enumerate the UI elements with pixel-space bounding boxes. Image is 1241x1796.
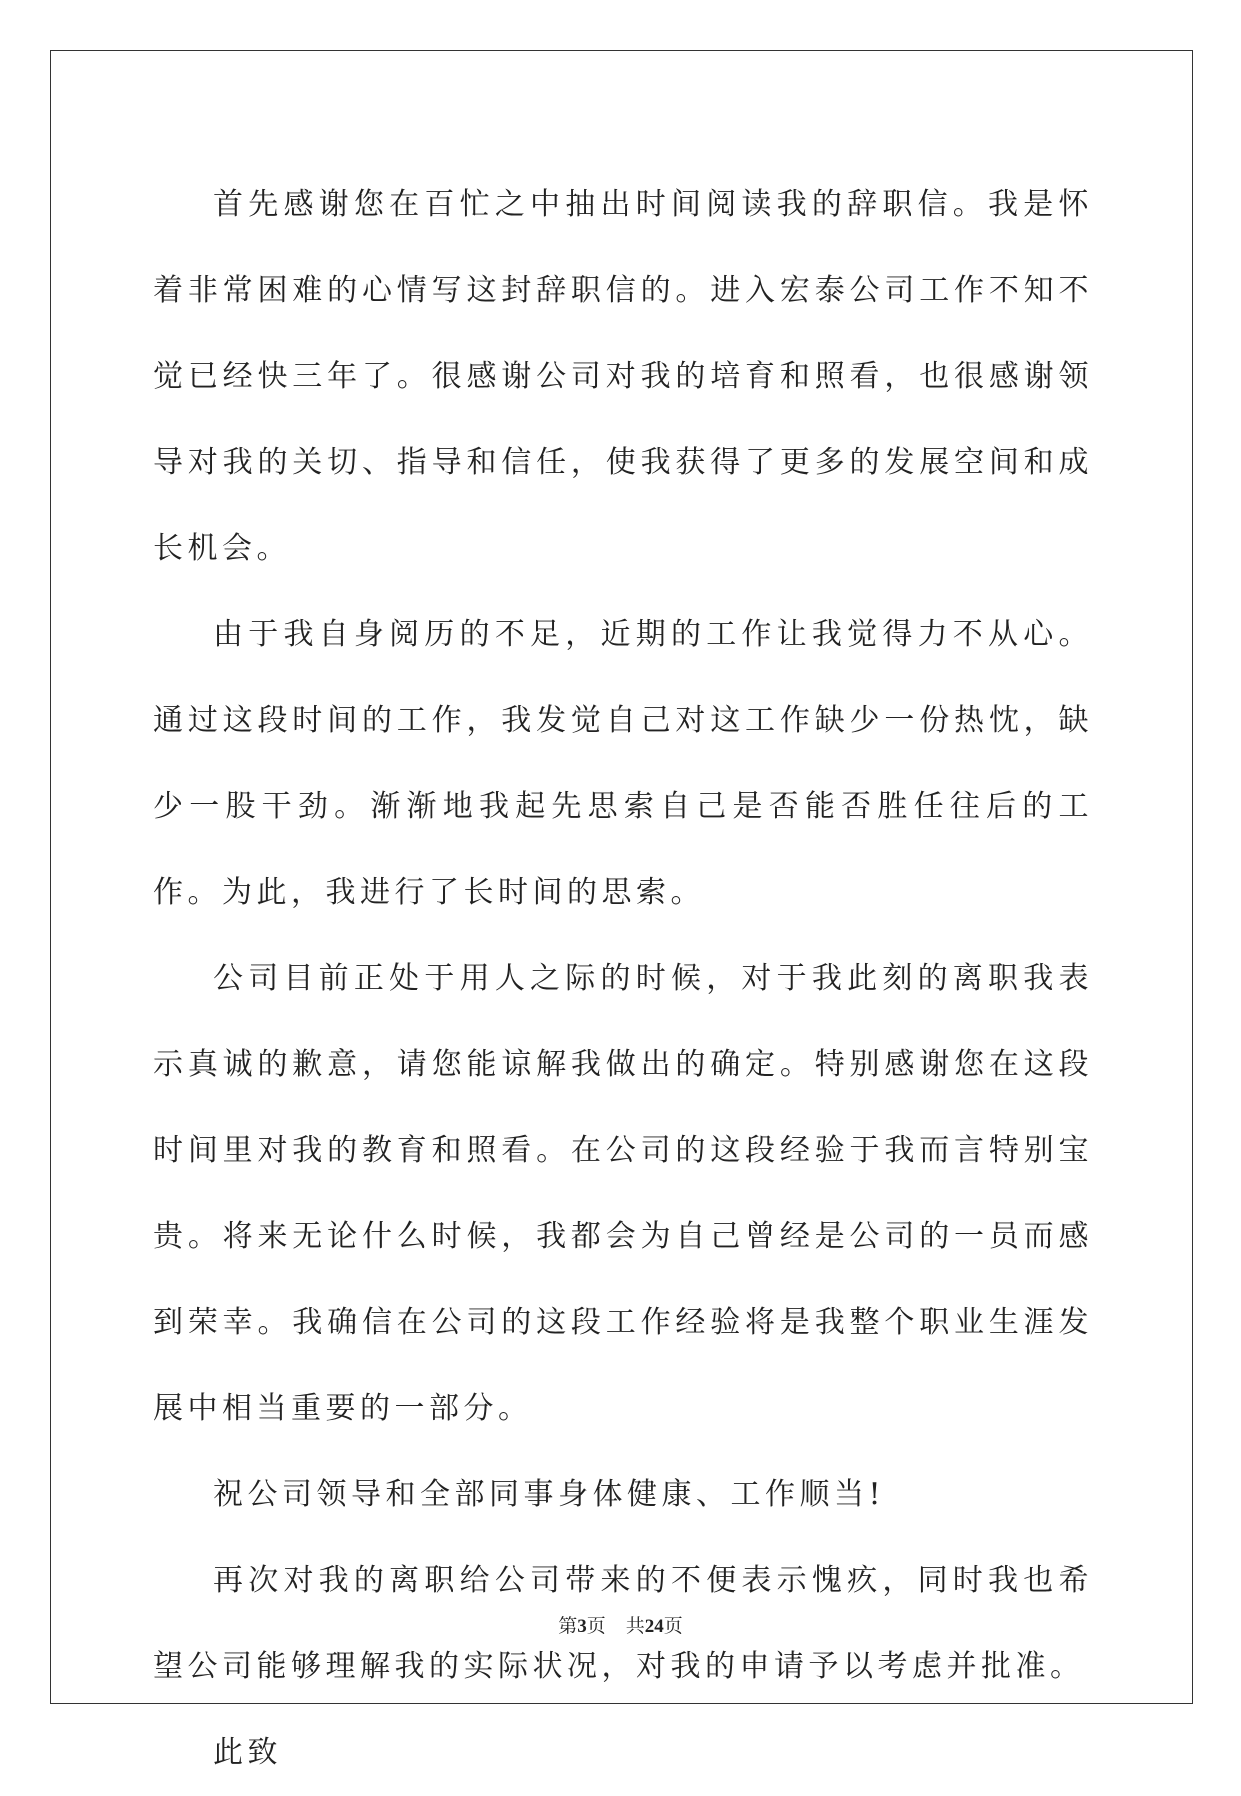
page-prefix: 第 <box>558 1616 578 1637</box>
paragraph-apology: 公司目前正处于用人之际的时候，对于我此刻的离职我表示真诚的歉意，请您能谅解我做出的确定。特别感谢您在这段时间里对我的教育和照看。在公司的这段经验于我而言特别宝贵。将来无论什么时候，我都会为自己曾经是公司的一员而感到荣幸。我确信在公司的这段工作经验将是我整个职业生涯发展中相当重要的一部分。 <box>153 961 1093 1426</box>
total-suffix: 页 <box>663 1616 683 1637</box>
paragraph-thanks: 首先感谢您在百忙之中抽出时间阅读我的辞职信。我是怀着非常困难的心情写这封辞职信的。进入宏泰公司工作不知不觉已经快三年了。很感谢公司对我的培育和照看，也很感谢领导对我的关切、指导和信任，使我获得了更多的发展空间和成长机会。 <box>153 187 1093 566</box>
paragraph-closing: 此致 <box>213 1735 282 1770</box>
paragraph-reason: 由于我自身阅历的不足，近期的工作让我觉得力不从心。通过这段时间的工作，我发觉自己对这工作缺少一份热忱，缺少一股干劲。渐渐地我起先思索自己是否能否胜任往后的工作。为此，我进行了长时间的思索。 <box>153 617 1093 910</box>
letter-body <box>153 162 1093 1796</box>
paragraph-wishes: 祝公司领导和全部同事身体健康、工作顺当! <box>213 1477 886 1512</box>
page-suffix: 页 <box>586 1616 606 1637</box>
page-number: 3 <box>577 1616 587 1637</box>
total-prefix: 共 <box>625 1616 645 1637</box>
total-pages: 24 <box>644 1616 664 1637</box>
page-footer <box>0 1615 1241 1639</box>
paragraph-request: 再次对我的离职给公司带来的不便表示愧疚，同时我也希望公司能够理解我的实际状况，对我的申请予以考虑并批准。 <box>153 1563 1093 1684</box>
